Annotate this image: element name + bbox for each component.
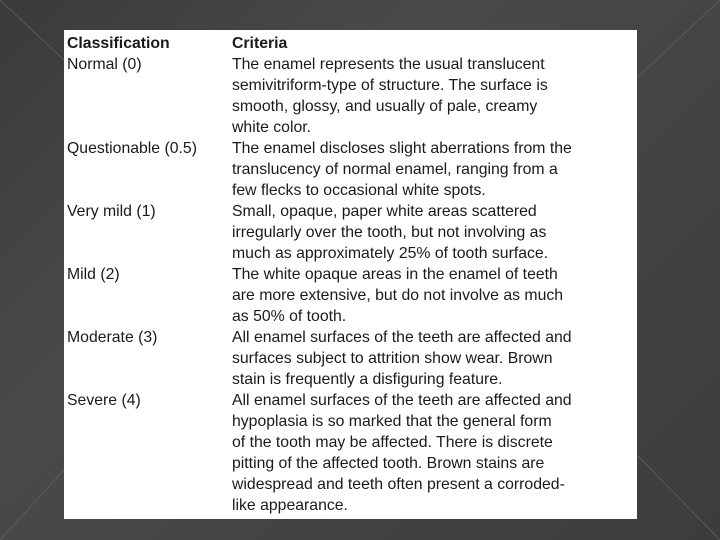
table-row bbox=[64, 138, 637, 201]
table-row bbox=[64, 264, 637, 327]
criteria-cell bbox=[232, 327, 637, 390]
criteria-line: pitting of the affected tooth. Brown stains are bbox=[232, 455, 545, 472]
classification-cell: Mild (2) bbox=[67, 266, 120, 283]
criteria-line: smooth, glossy, and usually of pale, creamy bbox=[232, 98, 538, 115]
criteria-cell bbox=[232, 390, 637, 516]
classification-cell: Questionable (0.5) bbox=[67, 140, 197, 157]
criteria-line: widespread and teeth often present a corroded- bbox=[232, 476, 565, 493]
criteria-line: The white opaque areas in the enamel of teeth bbox=[232, 266, 558, 283]
table-row bbox=[64, 201, 637, 264]
criteria-line: All enamel surfaces of the teeth are affected and bbox=[232, 329, 572, 346]
criteria-line: are more extensive, but do not involve as much bbox=[232, 287, 564, 304]
table-row bbox=[64, 390, 637, 516]
classification-cell: Moderate (3) bbox=[67, 329, 158, 346]
criteria-line: few flecks to occasional white spots. bbox=[232, 182, 486, 199]
fluorosis-classification-table bbox=[64, 30, 637, 519]
criteria-line: The enamel represents the usual translucent bbox=[232, 56, 545, 73]
classification-cell: Normal (0) bbox=[67, 56, 142, 73]
header-criteria: Criteria bbox=[232, 35, 288, 52]
criteria-cell bbox=[232, 138, 637, 201]
criteria-line: surfaces subject to attrition show wear. Brown bbox=[232, 350, 553, 367]
criteria-line: semivitriform-type of structure. The surface is bbox=[232, 77, 548, 94]
criteria-line: much as approximately 25% of tooth surface. bbox=[232, 245, 549, 262]
criteria-line: stain is frequently a disfiguring feature. bbox=[232, 371, 503, 388]
criteria-line: of the tooth may be affected. There is discrete bbox=[232, 434, 553, 451]
table-header-row bbox=[64, 33, 637, 54]
table-row bbox=[64, 327, 637, 390]
criteria-cell bbox=[232, 201, 637, 264]
classification-cell: Very mild (1) bbox=[67, 203, 156, 220]
table-row bbox=[64, 54, 637, 138]
criteria-line: white color. bbox=[232, 119, 312, 136]
criteria-cell bbox=[232, 264, 637, 327]
classification-cell: Severe (4) bbox=[67, 392, 141, 409]
criteria-line: like appearance. bbox=[232, 497, 348, 514]
criteria-line: Small, opaque, paper white areas scattered bbox=[232, 203, 537, 220]
criteria-line: as 50% of tooth. bbox=[232, 308, 347, 325]
header-classification: Classification bbox=[67, 35, 170, 52]
criteria-line: irregularly over the tooth, but not involving as bbox=[232, 224, 547, 241]
criteria-line: hypoplasia is so marked that the general form bbox=[232, 413, 552, 430]
criteria-line: translucency of normal enamel, ranging from a bbox=[232, 161, 558, 178]
criteria-line: All enamel surfaces of the teeth are affected and bbox=[232, 392, 572, 409]
criteria-line: The enamel discloses slight aberrations from the bbox=[232, 140, 572, 157]
criteria-cell bbox=[232, 54, 637, 138]
